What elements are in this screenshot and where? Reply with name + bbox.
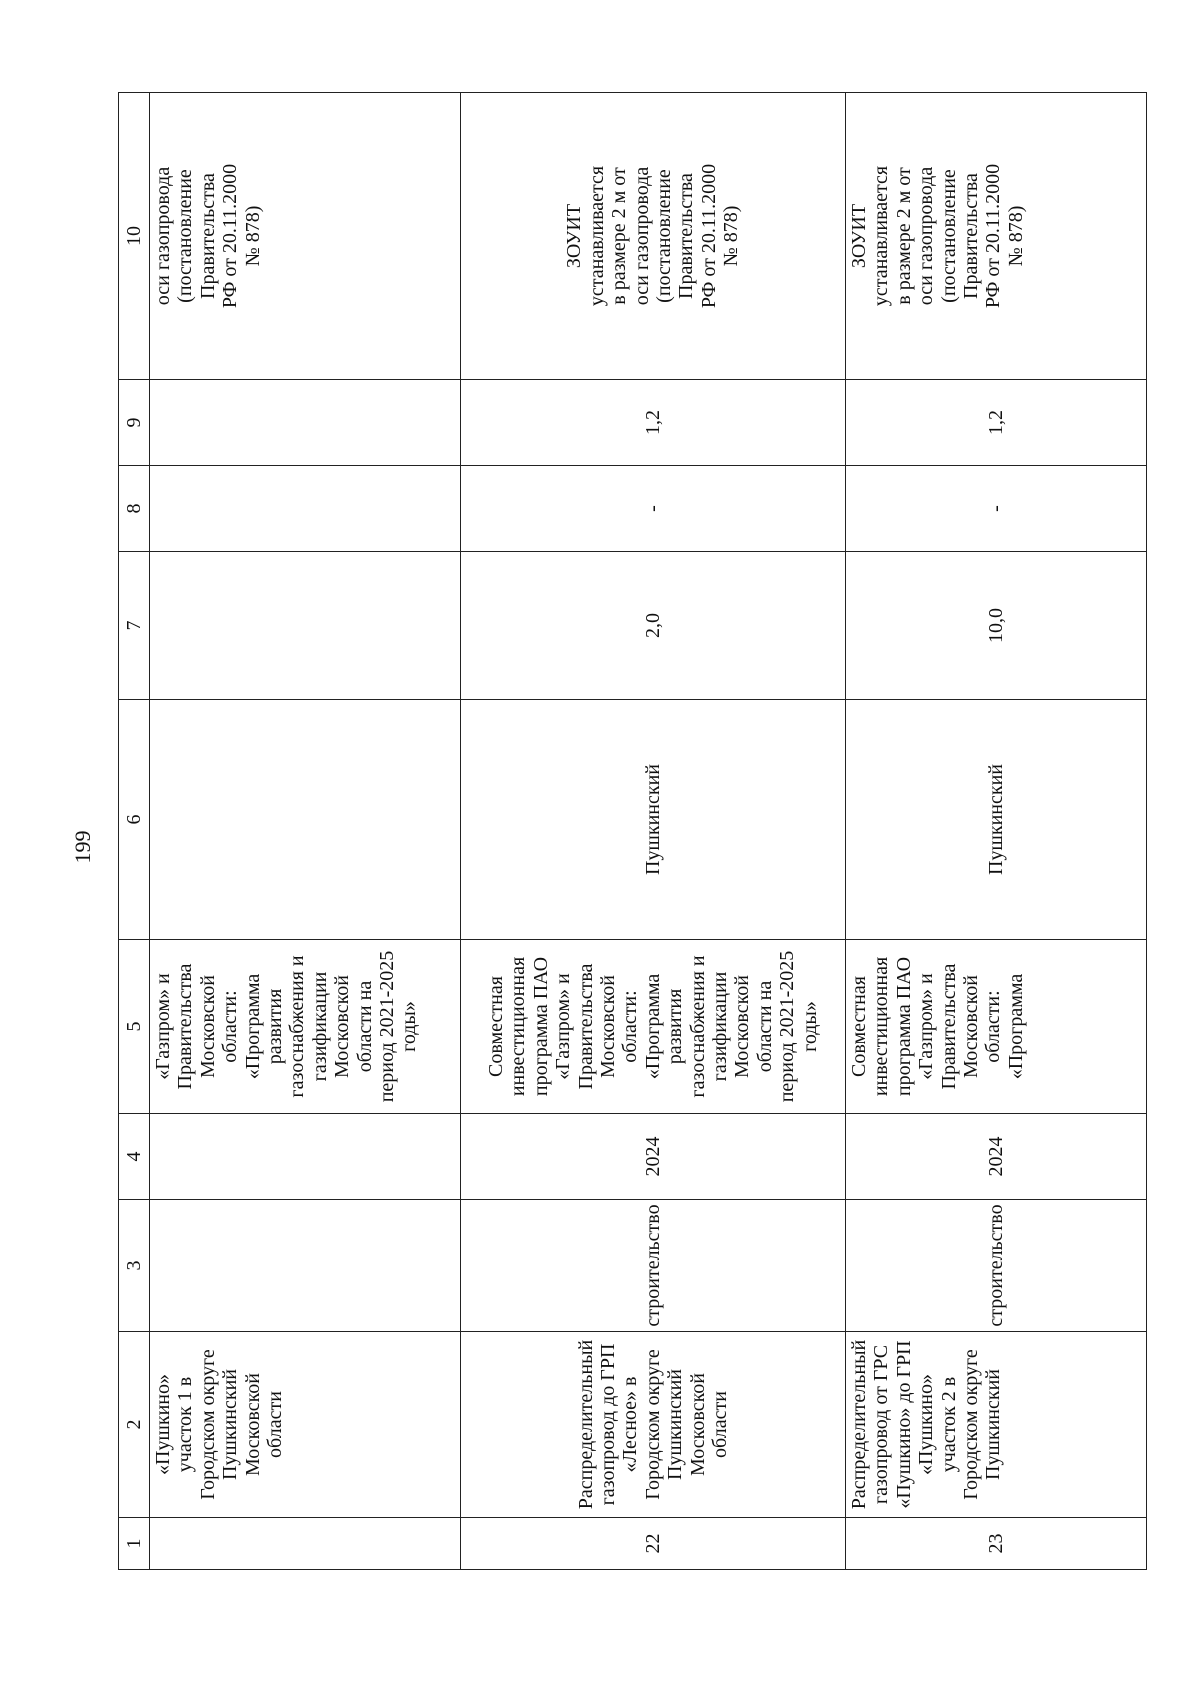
value-cell-9 bbox=[150, 380, 461, 466]
column-header: 4 bbox=[119, 1114, 150, 1200]
value-cell-8: - bbox=[846, 466, 1147, 552]
value-cell-9: 1,2 bbox=[461, 380, 846, 466]
page-number: 199 bbox=[70, 830, 95, 864]
work-type-cell: строительство bbox=[461, 1200, 846, 1332]
year-cell: 2024 bbox=[461, 1114, 846, 1200]
column-header: 2 bbox=[119, 1332, 150, 1518]
table-row bbox=[846, 93, 1147, 1570]
object-name-cell: Распределительный газопровод от ГРС «Пушкино» до ГРП «Пушкино» участок 2 в Городском округе Пушкинский bbox=[846, 1332, 1147, 1518]
district-cell: Пушкинский bbox=[461, 700, 846, 940]
value-cell-8 bbox=[150, 466, 461, 552]
value-cell-7 bbox=[150, 552, 461, 700]
program-cell: «Газпром» и Правительства Московской области: «Программа развития газоснабжения и газификации Московской области на период 2021-2025 годы» bbox=[150, 940, 461, 1114]
register-table bbox=[118, 92, 1147, 1570]
work-type-cell: строительство bbox=[846, 1200, 1147, 1332]
zone-note-cell: оси газопровода (постановление Правительства РФ от 20.11.2000 № 878) bbox=[150, 93, 461, 380]
column-header: 1 bbox=[119, 1518, 150, 1570]
year-cell bbox=[150, 1114, 461, 1200]
column-header: 10 bbox=[119, 93, 150, 380]
district-cell bbox=[150, 700, 461, 940]
column-header: 6 bbox=[119, 700, 150, 940]
value-cell-9: 1,2 bbox=[846, 380, 1147, 466]
column-header: 9 bbox=[119, 380, 150, 466]
column-header: 8 bbox=[119, 466, 150, 552]
column-header: 3 bbox=[119, 1200, 150, 1332]
program-cell: Совместная инвестиционная программа ПАО «Газпром» и Правительства Московской области: «Программа развития газоснабжения и газификации Московской области на период 2021-2025 годы» bbox=[461, 940, 846, 1114]
year-cell: 2024 bbox=[846, 1114, 1147, 1200]
table-row bbox=[150, 93, 461, 1570]
zone-note-cell: ЗОУИТ устанавливается в размере 2 м от оси газопровода (постановление Правительства РФ от 20.11.2000 № 878) bbox=[461, 93, 846, 380]
value-cell-7: 10,0 bbox=[846, 552, 1147, 700]
work-type-cell bbox=[150, 1200, 461, 1332]
object-name-cell: «Пушкино» участок 1 в Городском округе Пушкинский Московской области bbox=[150, 1332, 461, 1518]
row-number-cell: 22 bbox=[461, 1518, 846, 1570]
table-row bbox=[461, 93, 846, 1570]
column-header: 5 bbox=[119, 940, 150, 1114]
header-row bbox=[119, 93, 150, 1570]
zone-note-cell: ЗОУИТ устанавливается в размере 2 м от оси газопровода (постановление Правительства РФ от 20.11.2000 № 878) bbox=[846, 93, 1147, 380]
program-cell: Совместная инвестиционная программа ПАО «Газпром» и Правительства Московской области: «Программа bbox=[846, 940, 1147, 1114]
row-number-cell: 23 bbox=[846, 1518, 1147, 1570]
district-cell: Пушкинский bbox=[846, 700, 1147, 940]
value-cell-8: - bbox=[461, 466, 846, 552]
value-cell-7: 2,0 bbox=[461, 552, 846, 700]
column-header: 7 bbox=[119, 552, 150, 700]
object-name-cell: Распределительный газопровод до ГРП «Лесное» в Городском округе Пушкинский Московской области bbox=[461, 1332, 846, 1518]
row-number-cell bbox=[150, 1518, 461, 1570]
